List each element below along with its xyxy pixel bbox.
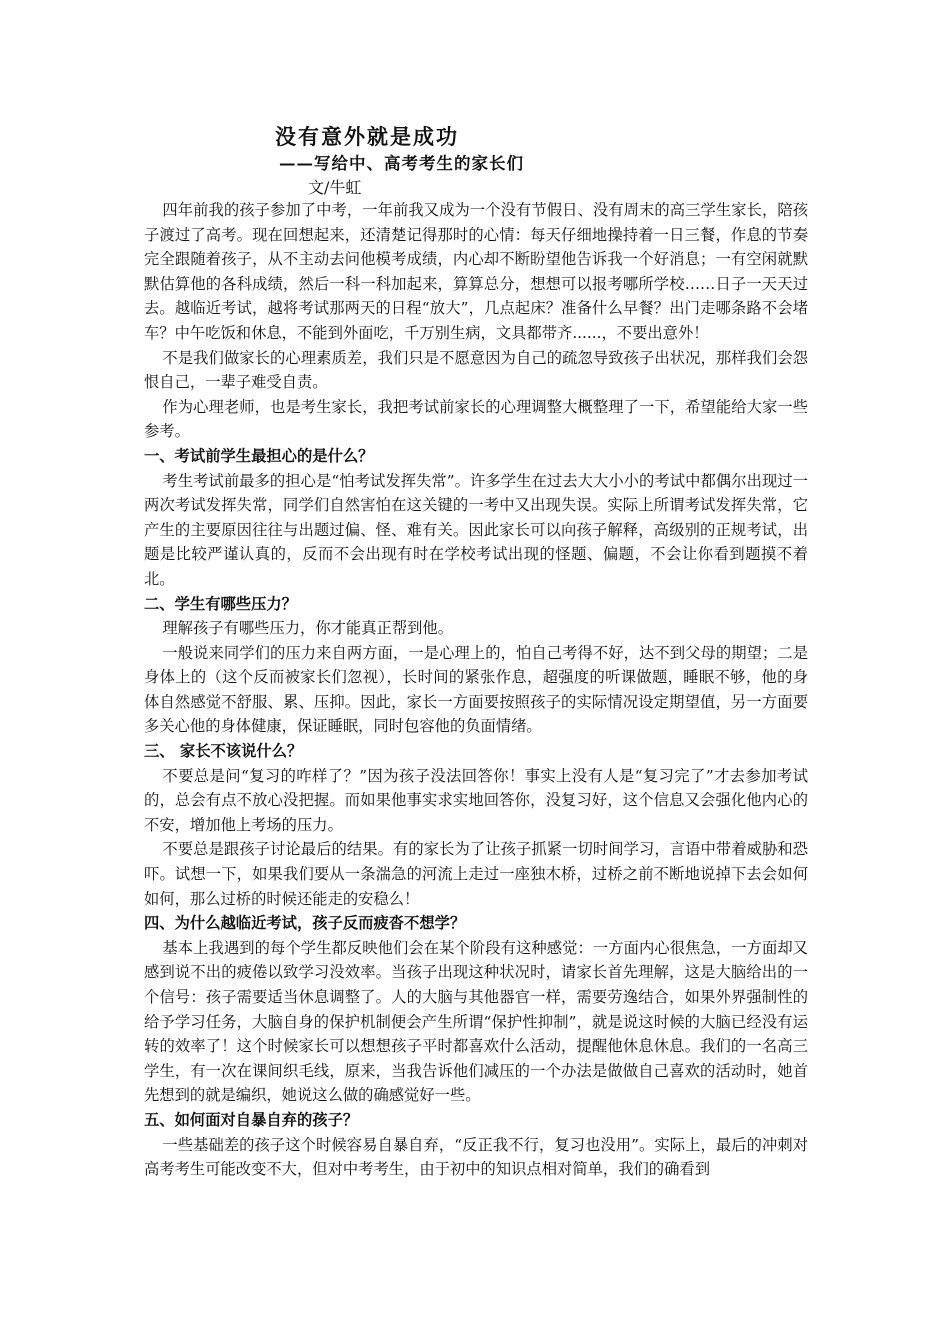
paragraph: 不要总是问“复习的咋样了？”因为孩子没法回答你！事实上没有人是“复习完了”才去参加考试的，总会有点不放心没把握。而如果他事实求实地回答你，没复习好，这个信息又会强化他内心的不安，增加他上考场的压力。 [144, 766, 808, 834]
section-heading: 三、 家长不该说什么？ [144, 742, 303, 761]
author-byline: 文/牛虹 [308, 178, 362, 197]
section-heading: 一、考试前学生最担心的是什么？ [144, 446, 374, 465]
document-subtitle: ——写给中、高考考生的家长们 [279, 154, 524, 173]
paragraph: 不要总是跟孩子讨论最后的结果。有的家长为了让孩子抓紧一切时间学习，言语中带着威胁和恐吓。试想一下，如果我们要从一条湍急的河流上走过一座独木桥，过桥之前不断地说掉下去会如何如何，那么过桥的时候还能走的安稳么！ [144, 840, 808, 908]
paragraph: 一般说来同学们的压力来自两方面，一是心理上的，怕自己考得不好，达不到父母的期望；二是身体上的（这个反而被家长们忽视），长时间的紧张作息，超强度的听课做题，睡眠不够，他的身体自然感觉不舒服、累、压抑。因此，家长一方面要按照孩子的实际情况设定期望值，另一方面要多关心他的身体健康，保证睡眠，同时包容他的负面情绪。 [144, 643, 808, 736]
paragraph: 不是我们做家长的心理素质差，我们只是不愿意因为自己的疏忽导致孩子出状况，那样我们会怨恨自己，一辈子难受自责。 [144, 348, 808, 392]
paragraph: 作为心理老师，也是考生家长，我把考试前家长的心理调整大概整理了一下，希望能给大家一些参考。 [144, 397, 808, 441]
section-heading: 四、为什么越临近考试，孩子反而疲沓不想学？ [144, 914, 466, 933]
paragraph: 理解孩子有哪些压力，你才能真正帮到他。 [162, 619, 454, 638]
section-heading: 五、如何面对自暴自弃的孩子？ [144, 1110, 359, 1129]
paragraph: 四年前我的孩子参加了中考，一年前我又成为一个没有节假日、没有周末的高三学生家长，陪孩子渡过了高考。现在回想起来，还清楚记得那时的心情：每天仔细地操持着一日三餐，作息的节奏完全跟随着孩子，从不主动去问他模考成绩，内心却不断盼望他告诉我一个好消息；一有空闲就默默估算他的各科成绩，然后一科一科加起来，算算总分，想想可以报考哪所学校……日子一天天过去。越临近考试，越将考试那两天的日程“放大”，几点起床？准备什么早餐？出门走哪条路不会堵车？中午吃饭和休息，不能到外面吃，千万别生病，文具都带齐......，不要出意外！ [144, 201, 808, 342]
article-body [144, 198, 808, 1182]
paragraph: 基本上我遇到的每个学生都反映他们会在某个阶段有这种感觉：一方面内心很焦急，一方面却又感到说不出的疲倦以致学习没效率。当孩子出现这种状况时，请家长首先理解，这是大脑给出的一个信号：孩子需要适当休息调整了。人的大脑与其他器官一样，需要劳逸结合，如果外界强制性的给予学习任务，大脑自身的保护机制便会产生所谓“保护性抑制”，就是说这时候的大脑已经没有运转的效率了！这个时候家长可以想想孩子平时都喜欢什么活动，提醒他休息休息。我们的一名高三学生，有一次在课间织毛线，原来，当我告诉他们减压的一个办法是做做自己喜欢的活动时，她首先想到的就是编织，她说这么做的确感觉好一些。 [144, 938, 808, 1105]
section-heading: 二、学生有哪些压力？ [144, 594, 297, 613]
paragraph: 一些基础差的孩子这个时候容易自暴自弃，“反正我不行，复习也没用”。实际上，最后的冲刺对高考考生可能改变不大，但对中考考生，由于初中的知识点相对简单，我们的确看到 [144, 1135, 808, 1179]
paragraph: 考生考试前最多的担心是“怕考试发挥失常”。许多学生在过去大大小小的考试中都偶尔出现过一两次考试发挥失常，同学们自然害怕在这关键的一考中又出现失误。实际上所谓考试发挥失常，它产生的主要原因往往与出题过偏、怪、难有关。因此家长可以向孩子解释，高级别的正规考试，出题是比较严谨认真的，反而不会出现有时在学校考试出现的怪题、偏题，不会让你看到题摸不着北。 [144, 471, 808, 588]
document-title: 没有意外就是成功 [275, 124, 459, 149]
